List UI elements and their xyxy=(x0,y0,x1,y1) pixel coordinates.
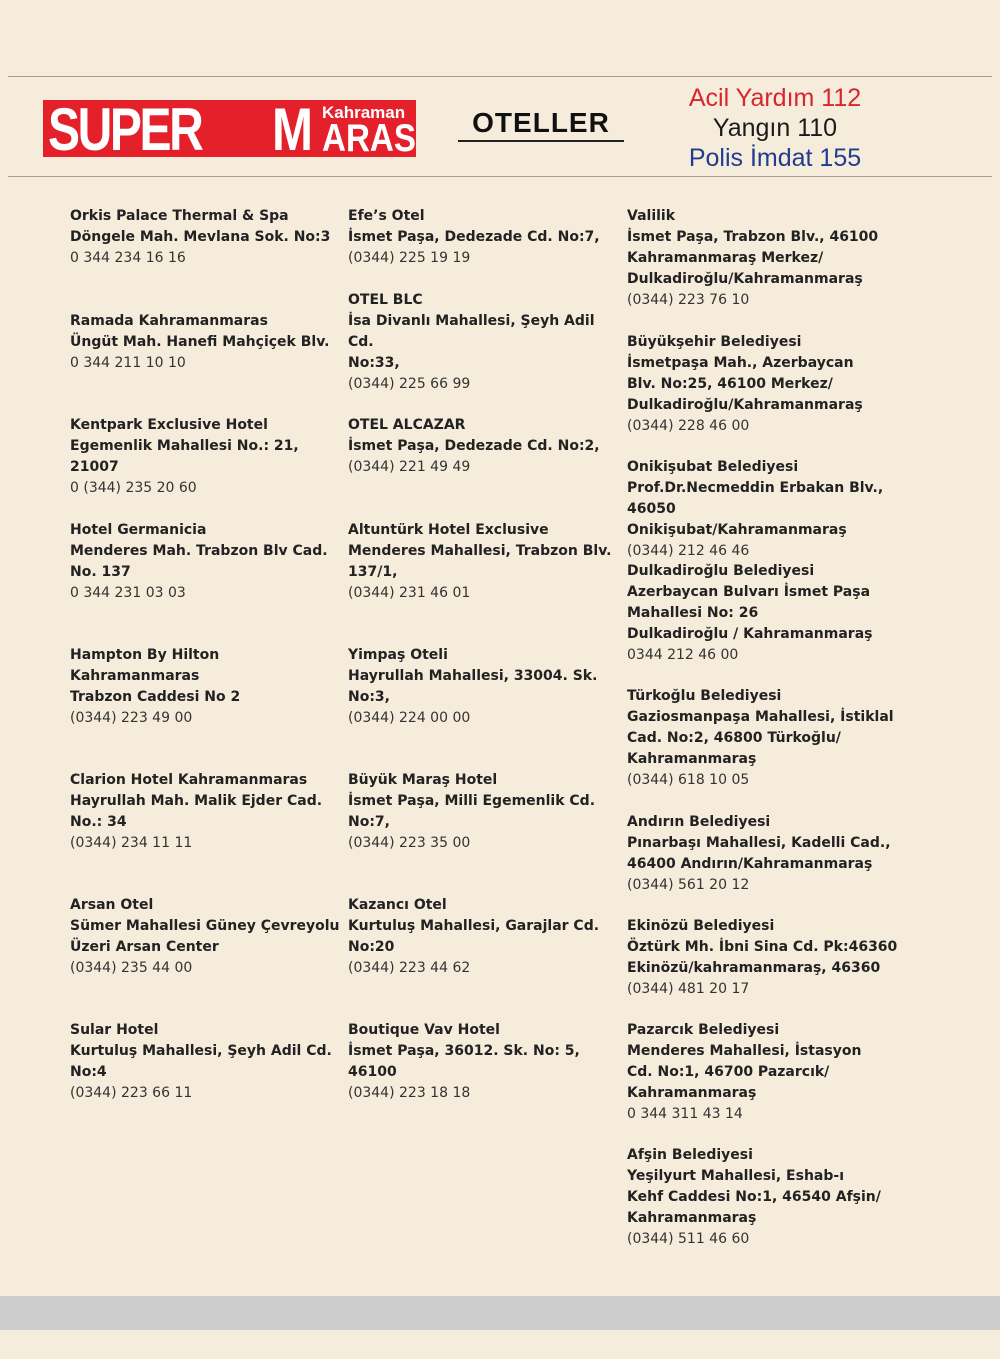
entry-address: Öztürk Mh. İbni Sina Cd. Pk:46360 Ekinözü/kahramanmaraş, 46360 xyxy=(627,939,898,976)
entry-address: İsmetpaşa Mah., Azerbaycan Blv. No:25, 46100 Merkez/ Dulkadiroğlu/Kahramanmaraş xyxy=(627,355,863,413)
entry-name: Valilik xyxy=(627,208,676,224)
entry-address: Prof.Dr.Necmeddin Erbakan Blv., 46050 Onikişubat/Kahramanmaraş xyxy=(627,480,884,538)
entry-name: Altuntürk Hotel Exclusive xyxy=(348,522,549,538)
entry-address: İsa Divanlı Mahallesi, Şeyh Adil Cd. No:33, xyxy=(348,313,595,371)
entry-phone: 0 344 231 03 03 xyxy=(70,585,186,601)
entry-phone: (0344) 228 46 00 xyxy=(627,418,750,434)
entry-name: Sular Hotel xyxy=(70,1022,159,1038)
entry-name: Dulkadiroğlu Belediyesi xyxy=(627,563,815,579)
entry-phone: (0344) 212 46 46 xyxy=(627,543,750,559)
list-item xyxy=(348,520,620,604)
entry-address: Döngele Mah. Mevlana Sok. No:3 xyxy=(70,229,331,245)
entry-phone: (0344) 223 18 18 xyxy=(348,1085,471,1101)
entry-name: Andırın Belediyesi xyxy=(627,814,771,830)
entry-phone: 0 344 211 10 10 xyxy=(70,355,186,371)
entry-address: Kurtuluş Mahallesi, Şeyh Adil Cd. No:4 xyxy=(70,1043,332,1080)
list-item xyxy=(348,1020,620,1104)
entry-name: Onikişubat Belediyesi xyxy=(627,459,799,475)
entry-address: İsmet Paşa, Dedezade Cd. No:7, xyxy=(348,229,600,245)
entry-phone: 0 344 234 16 16 xyxy=(70,250,186,266)
entry-name: Kentpark Exclusive Hotel xyxy=(70,417,268,433)
entry-phone: (0344) 231 46 01 xyxy=(348,585,471,601)
list-item xyxy=(627,1145,899,1250)
header-top-rule xyxy=(8,76,992,77)
entry-address: İsmet Paşa, Milli Egemenlik Cd. No:7, xyxy=(348,793,596,830)
list-item xyxy=(627,1020,899,1125)
page-title: OTELLER xyxy=(472,107,610,138)
entry-address: Gaziosmanpaşa Mahallesi, İstiklal Cad. No:2, 46800 Türkoğlu/ Kahramanmaraş xyxy=(627,709,894,767)
entry-phone: (0344) 223 44 62 xyxy=(348,960,471,976)
entry-name: OTEL ALCAZAR xyxy=(348,417,466,433)
entry-phone: (0344) 221 49 49 xyxy=(348,459,471,475)
list-item xyxy=(627,812,899,896)
entry-name: Kazancı Otel xyxy=(348,897,447,913)
entry-phone: (0344) 223 35 00 xyxy=(348,835,471,851)
entry-address: Hayrullah Mahallesi, 33004. Sk. No:3, xyxy=(348,668,598,705)
entry-name: Hampton By Hilton Kahramanmaras xyxy=(70,647,220,684)
emergency-line-ambulance: Acil Yardım 112 xyxy=(688,84,862,112)
list-item xyxy=(70,895,342,979)
list-item xyxy=(627,686,899,791)
list-item xyxy=(70,1020,342,1104)
entry-address: Menderes Mahallesi, Trabzon Blv. 137/1, xyxy=(348,543,612,580)
entry-address: Kurtuluş Mahallesi, Garajlar Cd. No:20 xyxy=(348,918,600,955)
list-item xyxy=(70,645,342,729)
entry-name: Türkoğlu Belediyesi xyxy=(627,688,782,704)
entry-phone: (0344) 223 49 00 xyxy=(70,710,193,726)
footer-bar xyxy=(0,1296,1000,1330)
logo-letter-m: M xyxy=(272,100,313,157)
entry-name: Afşin Belediyesi xyxy=(627,1147,753,1163)
entry-name: Büyükşehir Belediyesi xyxy=(627,334,802,350)
emergency-line-fire: Yangın 110 xyxy=(712,114,838,142)
list-item xyxy=(70,206,342,269)
entry-name: OTEL BLC xyxy=(348,292,423,308)
entry-phone: (0344) 481 20 17 xyxy=(627,981,750,997)
entry-phone: (0344) 511 46 60 xyxy=(627,1231,750,1247)
list-item xyxy=(348,206,620,269)
logo-word-aras: ARAS xyxy=(322,117,416,157)
entry-address: Trabzon Caddesi No 2 xyxy=(70,689,241,705)
logo-word-super: SUPER xyxy=(48,100,202,157)
entry-phone: (0344) 561 20 12 xyxy=(627,877,750,893)
emergency-numbers xyxy=(640,83,910,173)
entry-name: Ramada Kahramanmaras xyxy=(70,313,268,329)
entry-phone: (0344) 235 44 00 xyxy=(70,960,193,976)
list-item xyxy=(70,520,342,604)
entry-address: Yeşilyurt Mahallesi, Eshab-ı Kehf Caddesi No:1, 46540 Afşin/ Kahramanmaraş xyxy=(627,1168,881,1226)
emergency-line-police: Polis İmdat 155 xyxy=(688,144,862,172)
entry-phone: (0344) 225 66 99 xyxy=(348,376,471,392)
title-underline xyxy=(458,140,624,142)
entry-name: Büyük Maraş Hotel xyxy=(348,772,498,788)
entry-phone: (0344) 234 11 11 xyxy=(70,835,193,851)
entry-address: İsmet Paşa, Dedezade Cd. No:2, xyxy=(348,438,600,454)
entry-address: Sümer Mahallesi Güney Çevreyolu Üzeri Arsan Center xyxy=(70,918,340,955)
entry-name: Clarion Hotel Kahramanmaras xyxy=(70,772,308,788)
entry-name: Arsan Otel xyxy=(70,897,154,913)
entry-name: Efe’s Otel xyxy=(348,208,425,224)
logo-word-kahraman: Kahraman xyxy=(322,103,406,122)
entry-address: Azerbaycan Bulvarı İsmet Paşa Mahallesi No: 26 Dulkadiroğlu / Kahramanmaraş xyxy=(627,584,873,642)
list-item xyxy=(348,770,620,854)
entry-phone: (0344) 223 66 11 xyxy=(70,1085,193,1101)
list-item xyxy=(70,770,342,854)
entry-phone: 0344 212 46 00 xyxy=(627,647,739,663)
entry-address: Pınarbaşı Mahallesi, Kadelli Cad., 46400 Andırın/Kahramanmaraş xyxy=(627,835,891,872)
entry-phone: (0344) 618 10 05 xyxy=(627,772,750,788)
entry-address: İsmet Paşa, 36012. Sk. No: 5, 46100 xyxy=(348,1043,580,1080)
entry-address: Menderes Mahallesi, İstasyon Cd. No:1, 46700 Pazarcık/ Kahramanmaraş xyxy=(627,1043,862,1101)
list-item xyxy=(627,457,899,562)
super-maras-logo xyxy=(43,100,416,157)
entry-name: Orkis Palace Thermal & Spa xyxy=(70,208,289,224)
list-item xyxy=(348,645,620,729)
list-item xyxy=(627,206,899,311)
list-item xyxy=(70,311,342,374)
list-item xyxy=(348,895,620,979)
list-item xyxy=(627,561,899,666)
entry-name: Ekinözü Belediyesi xyxy=(627,918,775,934)
entry-name: Pazarcık Belediyesi xyxy=(627,1022,780,1038)
entry-name: Yimpaş Oteli xyxy=(348,647,448,663)
list-item xyxy=(70,415,342,499)
entry-address: Menderes Mah. Trabzon Blv Cad. No. 137 xyxy=(70,543,328,580)
list-item xyxy=(627,332,899,437)
entry-phone: 0 344 311 43 14 xyxy=(627,1106,743,1122)
header-bottom-rule xyxy=(8,176,992,177)
list-item xyxy=(348,415,620,478)
entry-phone: (0344) 225 19 19 xyxy=(348,250,471,266)
entry-address: İsmet Paşa, Trabzon Blv., 46100 Kahramanmaraş Merkez/ Dulkadiroğlu/Kahramanmaraş xyxy=(627,229,879,287)
entry-phone: (0344) 223 76 10 xyxy=(627,292,750,308)
entry-address: Hayrullah Mah. Malik Ejder Cad. No.: 34 xyxy=(70,793,323,830)
entry-name: Boutique Vav Hotel xyxy=(348,1022,500,1038)
entry-address: Egemenlik Mahallesi No.: 21, 21007 xyxy=(70,438,299,475)
entry-phone: 0 (344) 235 20 60 xyxy=(70,480,197,496)
entry-address: Üngüt Mah. Hanefi Mahçiçek Blv. xyxy=(70,334,330,350)
list-item xyxy=(627,916,899,1000)
entry-phone: (0344) 224 00 00 xyxy=(348,710,471,726)
list-item xyxy=(348,290,620,395)
entry-name: Hotel Germanicia xyxy=(70,522,207,538)
